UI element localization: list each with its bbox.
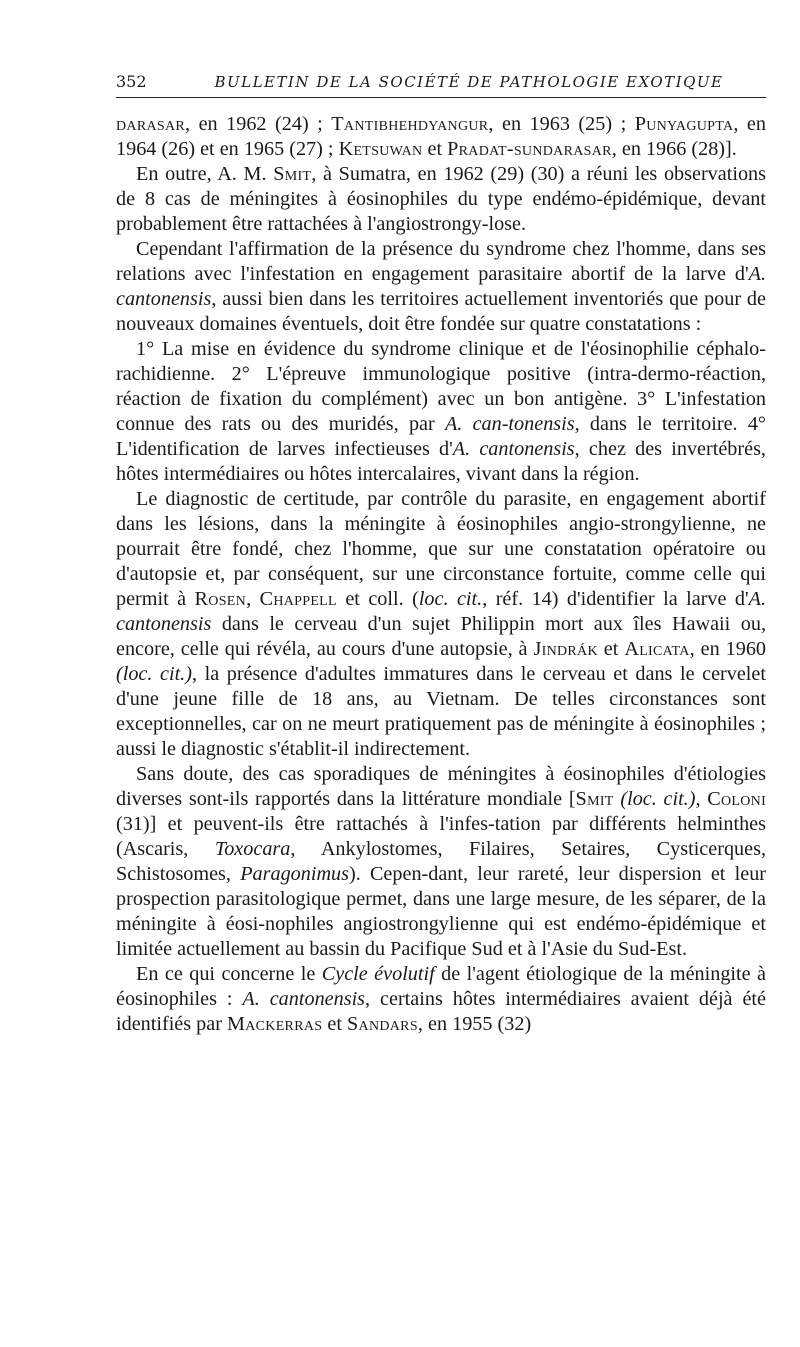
italic-term: Paragonimus bbox=[240, 863, 349, 885]
text-run: , bbox=[695, 788, 708, 810]
italic-term: A. cantonensis bbox=[452, 438, 575, 460]
text-run: , à Sumatra, en 1962 (29) (30) a réuni les observations de 8 cas de méningites à éosinophiles du type endémo-épidémique, devant probablement être rattachées à l'angiostrongy-lose. bbox=[116, 163, 766, 235]
text-run: Le diagnostic de certitude, par contrôle du parasite, en engagement abortif dans les lésions, dans la méningite à éosinophiles angio-strongylienne, ne pourrait être fondé, chez l'homme, que sur une constatation opératoire ou d'autopsie et, par conséquent, sur une circonstance fortuite, comme celle qui permit à bbox=[116, 488, 766, 610]
author-name: Chappell bbox=[259, 588, 337, 610]
author-name: Ketsuwan bbox=[338, 138, 423, 160]
author-name: darasar bbox=[116, 113, 186, 135]
article-body bbox=[116, 112, 766, 1037]
italic-term: Cycle évolutif bbox=[321, 963, 435, 985]
text-run: , dans le territoire. 4° L'identification de larves infectieuses d' bbox=[116, 413, 766, 460]
text-run: , aussi bien dans les territoires actuellement inventoriés que pour de nouveaux domaines éventuels, doit être fondée sur quatre constatations : bbox=[116, 288, 766, 335]
body-paragraph bbox=[116, 162, 766, 237]
author-name: Coloni bbox=[707, 788, 767, 810]
text-run: dans le cerveau d'un sujet Philippin mort aux îles Hawaii ou, encore, celle qui révéla, au cours d'une autopsie, à bbox=[116, 613, 766, 660]
text-run: , en 1955 (32) bbox=[417, 1013, 532, 1035]
author-name: Smit bbox=[273, 163, 312, 185]
text-run: , en 1964 (26) et en 1965 (27) ; bbox=[116, 113, 766, 160]
text-run: et bbox=[322, 1013, 348, 1035]
body-paragraph bbox=[116, 962, 766, 1037]
text-run: Cependant l'affirmation de la présence du syndrome chez l'homme, dans ses relations avec l'infestation en engagement parasitaire abortif de la larve d' bbox=[116, 238, 766, 285]
author-name: Jindrák bbox=[533, 638, 598, 660]
italic-term: A. cantonensis bbox=[116, 263, 766, 310]
body-paragraph bbox=[116, 112, 766, 162]
text-run: , en 1962 (24) ; bbox=[185, 113, 332, 135]
text-run: , bbox=[246, 588, 260, 610]
text-run: , chez des invertébrés, hôtes intermédiaires ou hôtes intercalaires, vivant dans la région. bbox=[116, 438, 766, 485]
body-paragraph bbox=[116, 487, 766, 762]
body-paragraph bbox=[116, 762, 766, 962]
text-run: 1° La mise en évidence du syndrome clinique et de l'éosinophilie céphalo-rachidienne. 2° L'épreuve immunologique positive (intra-dermo-réaction, réaction de fixation du complément) avec un bon antigène. 3° L'infestation connue des rats ou des muridés, par bbox=[116, 338, 766, 435]
author-name: Smit bbox=[575, 788, 614, 810]
text-run: , en 1960 bbox=[689, 638, 767, 660]
author-name: Sandars bbox=[347, 1013, 418, 1035]
text-run: En outre, A. M. bbox=[136, 163, 274, 185]
text-run: Sans doute, des cas sporadiques de méningites à éosinophiles d'étiologies diverses sont-ils rapportés dans la littérature mondiale [ bbox=[116, 763, 766, 810]
text-run: , réf. 14) d'identifier la larve d' bbox=[482, 588, 749, 610]
text-run: de l'agent étiologique de la méningite à éosinophiles : bbox=[116, 963, 767, 1010]
italic-term: Toxocara bbox=[214, 838, 291, 860]
text-run: ). Cepen-dant, leur rareté, leur dispersion et leur prospection parasitologique permet, dans une large mesure, de les séparer, de la méningite à éosi-nophiles angiostrongylienne qui est endémo-épidémique et limitée actuellement au bassin du Pacifique Sud et à l'Asie du Sud-Est. bbox=[116, 863, 767, 960]
text-run: (31)] et peuvent-ils être rattachés à l'infes-tation par différents helminthes (Ascaris, bbox=[116, 813, 766, 860]
running-header bbox=[116, 72, 766, 98]
author-name: Tantibhehdyangur bbox=[331, 113, 489, 135]
text-run: , la présence d'adultes immatures dans le cerveau et dans le cervelet d'une jeune fille de 18 ans, au Vietnam. De telles circonstances sont exceptionnelles, car on ne meurt pratiquement pas de méningite à éosinophiles ; aussi le diagnostic s'établit-il indirectement. bbox=[116, 663, 766, 760]
document-page bbox=[116, 72, 766, 1037]
body-paragraph bbox=[116, 237, 766, 337]
journal-title: BULLETIN DE LA SOCIÉTÉ DE PATHOLOGIE EXOTIQUE bbox=[214, 73, 724, 91]
author-name: Rosen bbox=[194, 588, 247, 610]
text-run: et bbox=[422, 138, 448, 160]
text-run: En ce qui concerne le bbox=[136, 963, 322, 985]
author-name: Mackerras bbox=[227, 1013, 323, 1035]
text-run: , en 1963 (25) ; bbox=[488, 113, 635, 135]
italic-term: (loc. cit.) bbox=[620, 788, 696, 810]
italic-term: (loc. cit.) bbox=[116, 663, 192, 685]
text-run: , en 1966 (28)]. bbox=[611, 138, 737, 160]
author-name: Pradat-sundarasar bbox=[447, 138, 612, 160]
italic-term: A. cantonensis bbox=[242, 988, 366, 1010]
author-name: Punyagupta bbox=[634, 113, 734, 135]
text-run: et coll. ( bbox=[336, 588, 419, 610]
text-run: , Ankylostomes, Filaires, Setaires, Cysticerques, Schistosomes, bbox=[116, 838, 766, 885]
body-paragraph bbox=[116, 337, 766, 487]
author-name: Alicata bbox=[624, 638, 690, 660]
italic-term: loc. cit. bbox=[418, 588, 483, 610]
text-run: et bbox=[597, 638, 625, 660]
page-number: 352 bbox=[116, 72, 147, 91]
text-run: , certains hôtes intermédiaires avaient déjà été identifiés par bbox=[116, 988, 766, 1035]
italic-term: A. cantonensis bbox=[116, 588, 766, 635]
italic-term: A. can-tonensis bbox=[444, 413, 575, 435]
